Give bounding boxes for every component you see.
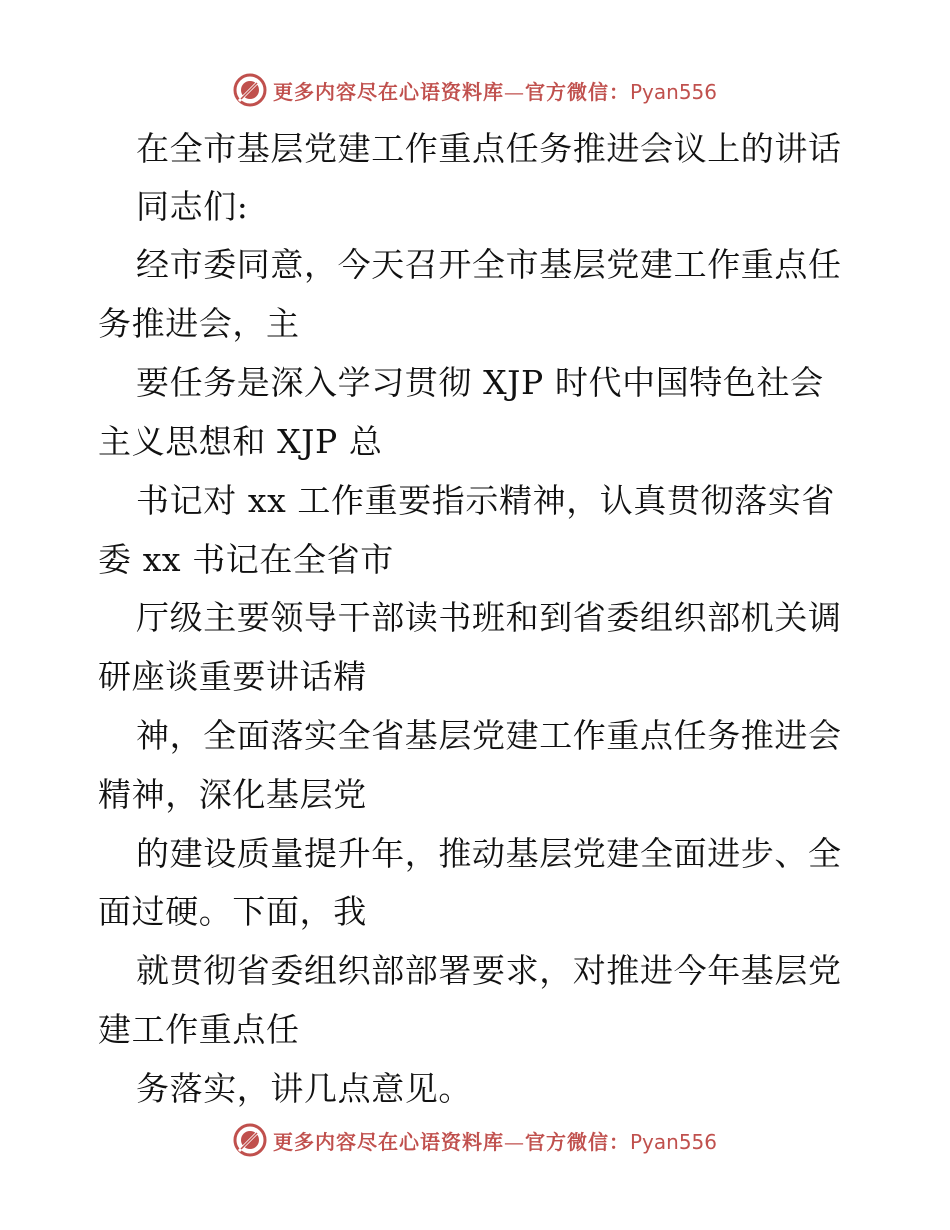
paragraph-line: 面过硬。下面，我 [98, 892, 367, 931]
paragraph-line: 研座谈重要讲话精 [98, 657, 367, 696]
paragraph-line: 建工作重点任 [98, 1010, 300, 1049]
watermark-id: Pyan556 [629, 79, 717, 104]
paragraph-line: 要任务是深入学习贯彻 XJP 时代中国特色社会 [136, 363, 824, 402]
watermark-text [273, 76, 717, 105]
watermark-dash: — [503, 79, 525, 104]
paragraph-line: 精神，深化基层党 [98, 775, 367, 814]
paragraph-line: 书记对 xx 工作重要指示精神，认真贯彻落实省 [136, 481, 836, 520]
watermark-dash: — [503, 1129, 525, 1154]
paragraph-line: 的建设质量提升年，推动基层党建全面进步、全 [136, 834, 842, 873]
watermark-suffix: 官方微信： [524, 1129, 630, 1154]
paragraph-line: 务落实，讲几点意见。 [136, 1069, 472, 1108]
paragraph-line: 厅级主要领导干部读书班和到省委组织部机关调 [136, 598, 842, 637]
book-pen-logo-icon [233, 73, 267, 107]
watermark-id: Pyan556 [629, 1129, 717, 1154]
paragraph-line: 就贯彻省委组织部部署要求，对推进今年基层党 [136, 951, 842, 990]
watermark-main: 更多内容尽在心语资料库 [272, 1129, 504, 1154]
watermark-main: 更多内容尽在心语资料库 [272, 79, 504, 104]
paragraph-line: 委 xx 书记在全省市 [98, 540, 394, 579]
watermark-suffix: 官方微信： [524, 79, 630, 104]
header-watermark [0, 70, 950, 110]
paragraph-line: 经市委同意，今天召开全市基层党建工作重点任 [136, 245, 842, 284]
watermark-text [273, 1126, 717, 1155]
salutation: 同志们: [136, 187, 249, 226]
document-title: 在全市基层党建工作重点任务推进会议上的讲话 [136, 129, 842, 168]
paragraph-line: 神，全面落实全省基层党建工作重点任务推进会 [136, 716, 842, 755]
footer-watermark [0, 1120, 950, 1160]
book-pen-logo-icon [233, 1123, 267, 1157]
paragraph-line: 主义思想和 XJP 总 [98, 422, 383, 461]
paragraph-line: 务推进会，主 [98, 304, 300, 343]
